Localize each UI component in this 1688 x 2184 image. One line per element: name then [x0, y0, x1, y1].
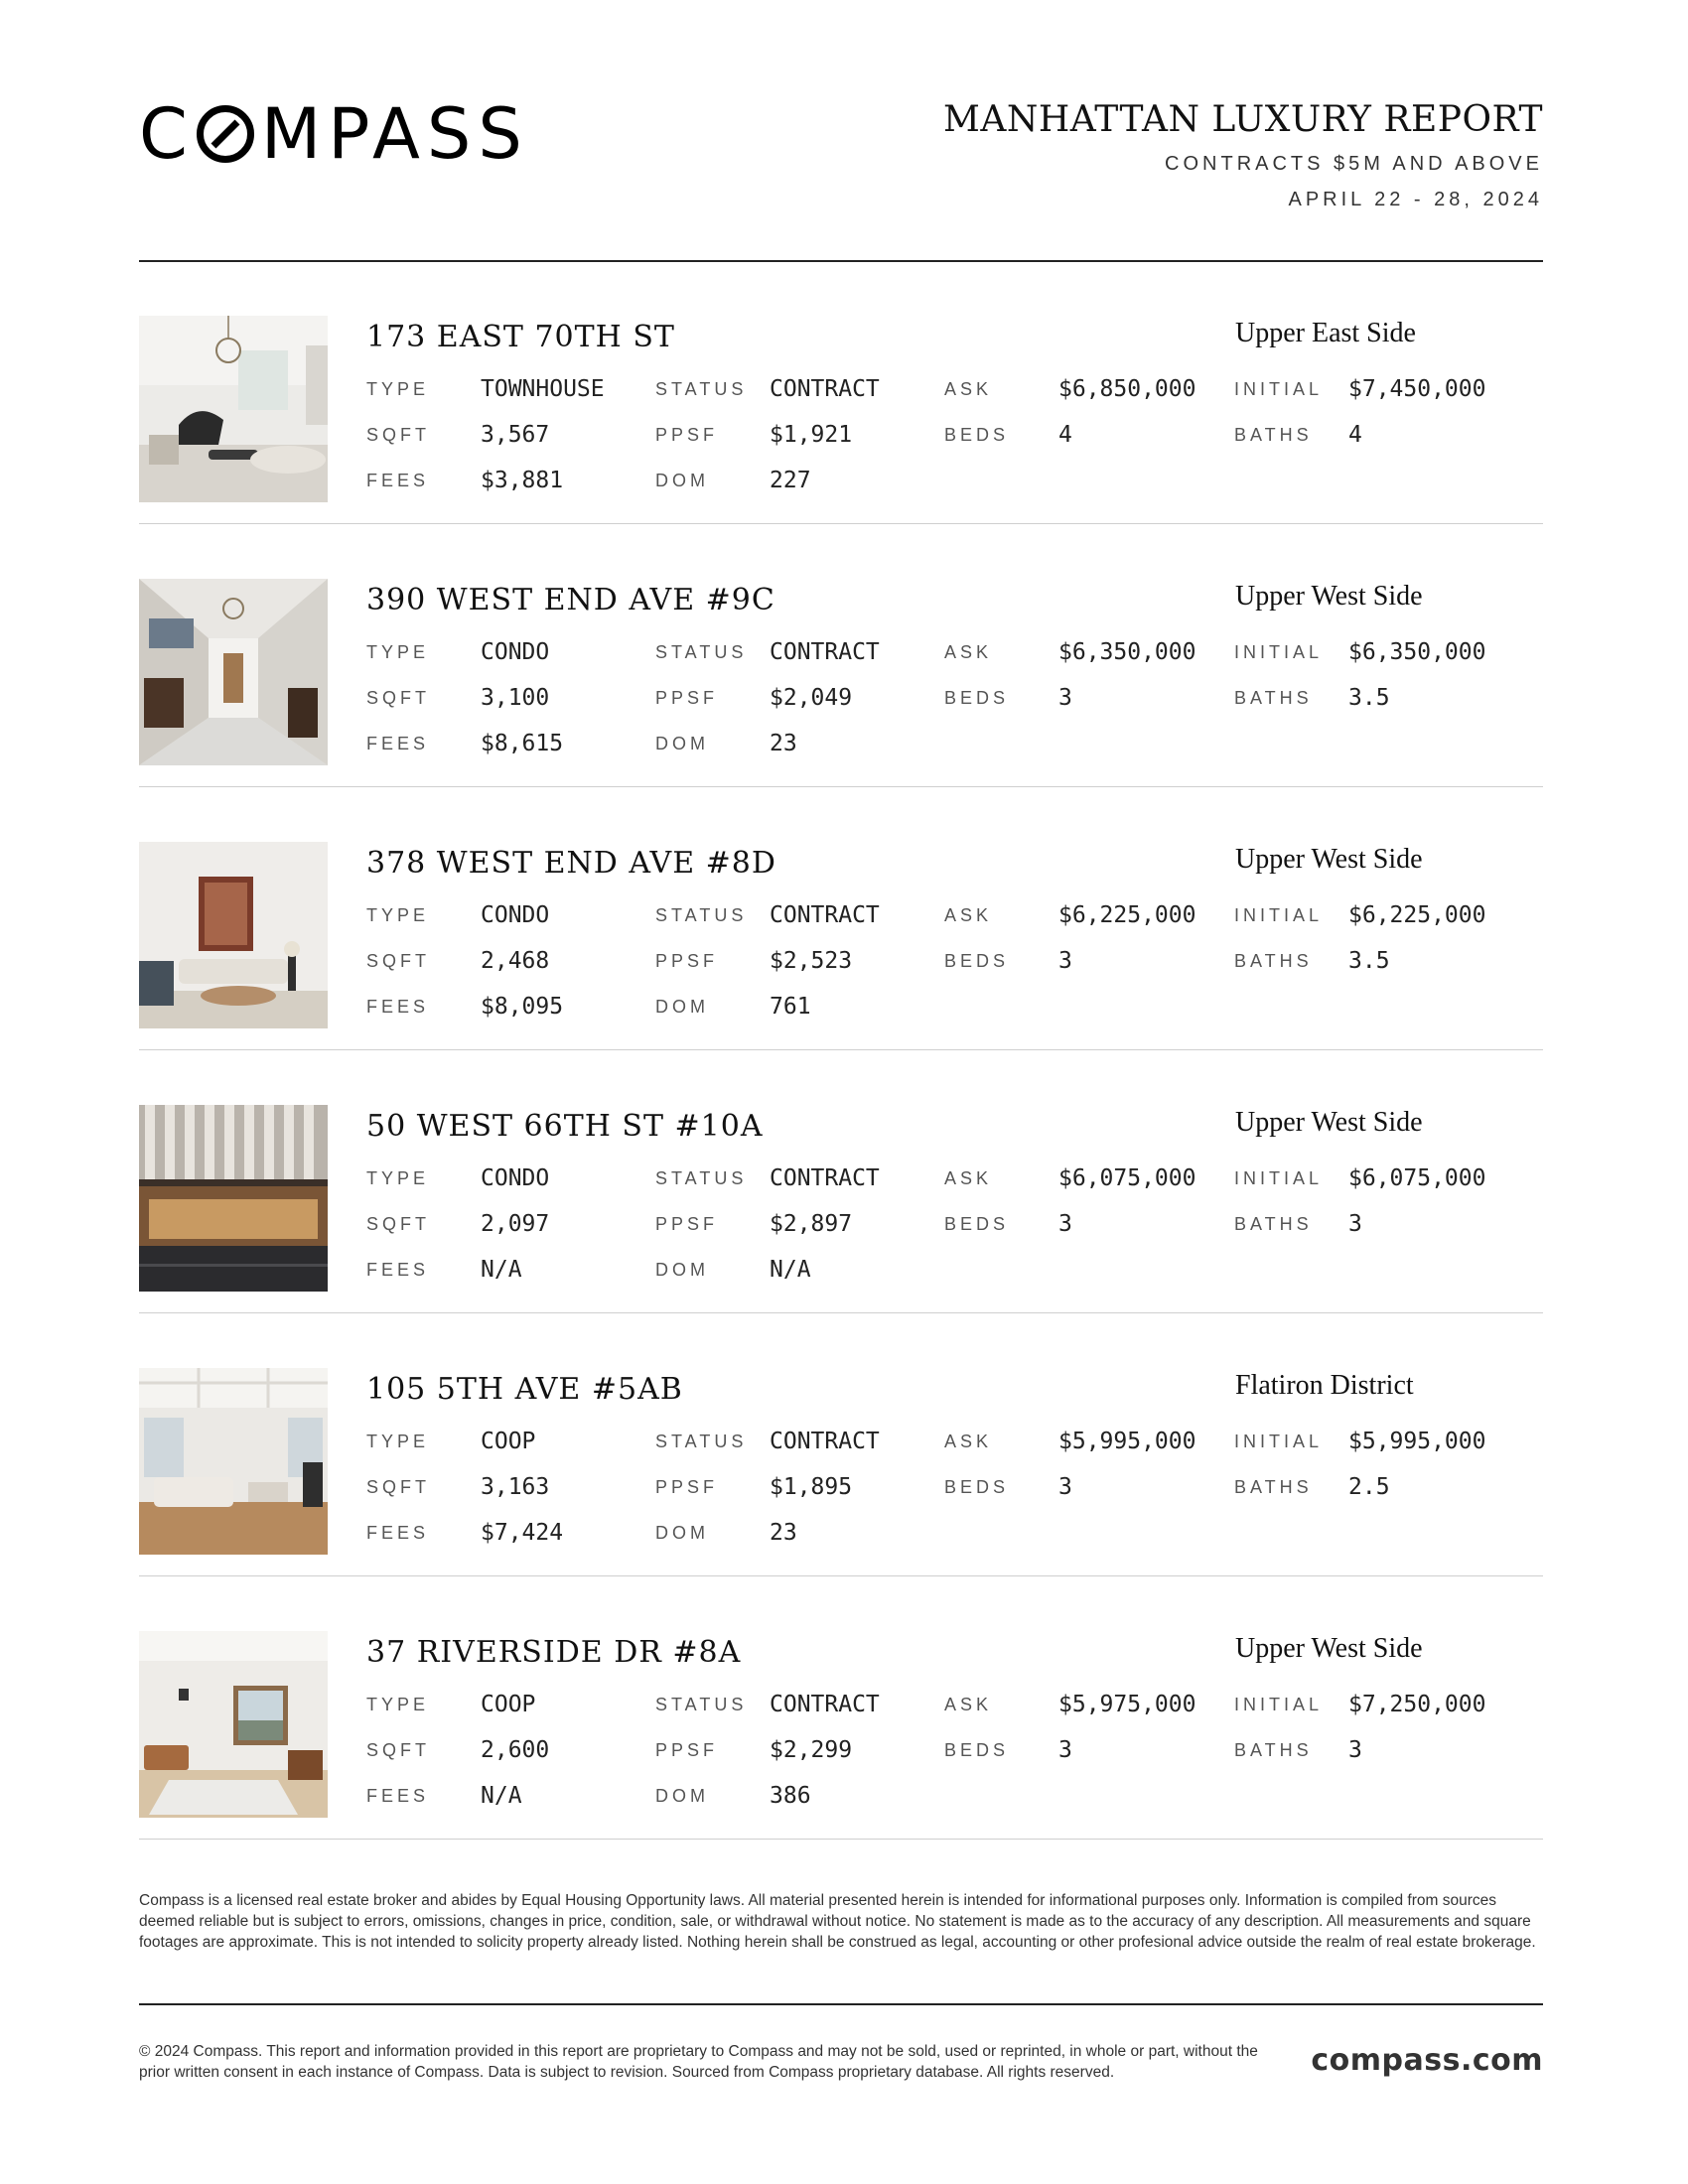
- sqft-value: 2,097: [481, 1211, 550, 1237]
- ppsf-label: PPSF: [655, 1214, 719, 1234]
- status-label: STATUS: [655, 905, 748, 925]
- row-divider: [139, 786, 1543, 787]
- row-divider: [139, 523, 1543, 524]
- type-label: TYPE: [366, 1168, 430, 1188]
- initial-label: INITIAL: [1234, 1432, 1324, 1451]
- compass-logo: C MPASS: [139, 93, 529, 175]
- report-title: MANHATTAN LUXURY REPORT: [942, 99, 1543, 140]
- listing-neighborhood: Upper East Side: [1235, 318, 1416, 348]
- fees-value: N/A: [481, 1783, 522, 1809]
- baths-label: BATHS: [1234, 1214, 1313, 1234]
- listing-row: [139, 525, 1543, 787]
- sqft-label: SQFT: [366, 1477, 430, 1497]
- listing-neighborhood: Upper West Side: [1235, 581, 1423, 612]
- initial-value: $5,995,000: [1348, 1429, 1486, 1454]
- type-value: COOP: [481, 1692, 536, 1717]
- ask-label: ASK: [944, 379, 993, 399]
- listing-photo: [139, 1631, 328, 1818]
- dom-value: 761: [770, 994, 811, 1020]
- initial-label: INITIAL: [1234, 1695, 1324, 1714]
- dom-value: 23: [770, 731, 797, 756]
- row-divider: [139, 1575, 1543, 1576]
- initial-label: INITIAL: [1234, 1168, 1324, 1188]
- fees-value: N/A: [481, 1257, 522, 1283]
- beds-label: BEDS: [944, 1214, 1010, 1234]
- type-label: TYPE: [366, 1432, 430, 1451]
- ask-value: $6,225,000: [1058, 902, 1196, 928]
- status-label: STATUS: [655, 1432, 748, 1451]
- ask-label: ASK: [944, 1432, 993, 1451]
- ask-label: ASK: [944, 642, 993, 662]
- baths-value: 3.5: [1348, 948, 1390, 974]
- type-value: COOP: [481, 1429, 536, 1454]
- sqft-label: SQFT: [366, 1214, 430, 1234]
- type-label: TYPE: [366, 642, 430, 662]
- baths-label: BATHS: [1234, 1740, 1313, 1760]
- baths-value: 3: [1348, 1737, 1362, 1763]
- sqft-label: SQFT: [366, 951, 430, 971]
- status-label: STATUS: [655, 1168, 748, 1188]
- fees-value: $8,095: [481, 994, 564, 1020]
- ppsf-label: PPSF: [655, 1477, 719, 1497]
- initial-label: INITIAL: [1234, 905, 1324, 925]
- sqft-label: SQFT: [366, 688, 430, 708]
- listing-photo: [139, 316, 328, 502]
- type-label: TYPE: [366, 905, 430, 925]
- fees-value: $7,424: [481, 1520, 564, 1546]
- listing-address: 173 EAST 70TH ST: [366, 320, 675, 354]
- ask-value: $6,350,000: [1058, 639, 1196, 665]
- ppsf-label: PPSF: [655, 1740, 719, 1760]
- fees-value: $8,615: [481, 731, 564, 756]
- ppsf-label: PPSF: [655, 425, 719, 445]
- initial-value: $7,450,000: [1348, 376, 1486, 402]
- beds-label: BEDS: [944, 1477, 1010, 1497]
- listing-photo: [139, 1105, 328, 1292]
- listing-address: 50 WEST 66TH ST #10A: [366, 1109, 764, 1144]
- ask-label: ASK: [944, 1695, 993, 1714]
- living-room-photo-icon: [139, 316, 328, 502]
- type-value: CONDO: [481, 902, 550, 928]
- initial-value: $6,075,000: [1348, 1165, 1486, 1191]
- listing-row: [139, 262, 1543, 524]
- ask-value: $5,975,000: [1058, 1692, 1196, 1717]
- listing-neighborhood: Flatiron District: [1235, 1370, 1414, 1401]
- fees-label: FEES: [366, 1523, 430, 1543]
- fees-value: $3,881: [481, 468, 564, 493]
- status-label: STATUS: [655, 379, 748, 399]
- status-value: CONTRACT: [770, 639, 880, 665]
- listing-row: [139, 1314, 1543, 1576]
- listing-row: [139, 1577, 1543, 1840]
- beds-value: 4: [1058, 422, 1072, 448]
- ppsf-label: PPSF: [655, 688, 719, 708]
- initial-value: $6,225,000: [1348, 902, 1486, 928]
- beds-label: BEDS: [944, 951, 1010, 971]
- initial-value: $6,350,000: [1348, 639, 1486, 665]
- listing-photo: [139, 842, 328, 1028]
- report-header: [139, 95, 1543, 214]
- sitting-room-photo-icon: [139, 842, 328, 1028]
- row-divider: [139, 1049, 1543, 1050]
- fees-label: FEES: [366, 471, 430, 490]
- status-label: STATUS: [655, 642, 748, 662]
- beds-label: BEDS: [944, 1740, 1010, 1760]
- status-value: CONTRACT: [770, 376, 880, 402]
- sqft-label: SQFT: [366, 1740, 430, 1760]
- dom-label: DOM: [655, 997, 709, 1017]
- beds-value: 3: [1058, 685, 1072, 711]
- status-label: STATUS: [655, 1695, 748, 1714]
- initial-value: $7,250,000: [1348, 1692, 1486, 1717]
- ppsf-value: $2,049: [770, 685, 853, 711]
- listing-neighborhood: Upper West Side: [1235, 844, 1423, 875]
- type-value: CONDO: [481, 1165, 550, 1191]
- listing-neighborhood: Upper West Side: [1235, 1633, 1423, 1664]
- beds-label: BEDS: [944, 425, 1010, 445]
- dom-label: DOM: [655, 1523, 709, 1543]
- dom-value: 386: [770, 1783, 811, 1809]
- listing-row: [139, 788, 1543, 1050]
- ask-value: $6,850,000: [1058, 376, 1196, 402]
- listing-address: 390 WEST END AVE #9C: [366, 583, 775, 617]
- ask-label: ASK: [944, 1168, 993, 1188]
- dom-label: DOM: [655, 734, 709, 753]
- dom-label: DOM: [655, 471, 709, 490]
- sqft-value: 3,567: [481, 422, 550, 448]
- sqft-label: SQFT: [366, 425, 430, 445]
- report-subtitle: CONTRACTS $5M AND ABOVE: [1165, 153, 1543, 175]
- dom-value: 23: [770, 1520, 797, 1546]
- sqft-value: 3,163: [481, 1474, 550, 1500]
- building-facade-photo-icon: [139, 1105, 328, 1292]
- baths-value: 2.5: [1348, 1474, 1390, 1500]
- ask-value: $5,995,000: [1058, 1429, 1196, 1454]
- initial-label: INITIAL: [1234, 642, 1324, 662]
- baths-label: BATHS: [1234, 425, 1313, 445]
- dom-value: 227: [770, 468, 811, 493]
- baths-label: BATHS: [1234, 951, 1313, 971]
- baths-value: 3: [1348, 1211, 1362, 1237]
- ppsf-label: PPSF: [655, 951, 719, 971]
- beds-value: 3: [1058, 948, 1072, 974]
- ppsf-value: $2,299: [770, 1737, 853, 1763]
- listing-row: [139, 1051, 1543, 1313]
- type-value: CONDO: [481, 639, 550, 665]
- status-value: CONTRACT: [770, 902, 880, 928]
- listing-address: 105 5TH AVE #5AB: [366, 1372, 683, 1407]
- listing-address: 378 WEST END AVE #8D: [366, 846, 776, 881]
- compass-o-icon: [197, 105, 254, 163]
- beds-label: BEDS: [944, 688, 1010, 708]
- baths-label: BATHS: [1234, 1477, 1313, 1497]
- fees-label: FEES: [366, 734, 430, 753]
- ppsf-value: $1,921: [770, 422, 853, 448]
- dom-label: DOM: [655, 1786, 709, 1806]
- status-value: CONTRACT: [770, 1692, 880, 1717]
- listing-address: 37 RIVERSIDE DR #8A: [366, 1635, 742, 1670]
- loft-living-room-photo-icon: [139, 1368, 328, 1555]
- beds-value: 3: [1058, 1737, 1072, 1763]
- row-divider: [139, 1839, 1543, 1840]
- type-label: TYPE: [366, 1695, 430, 1714]
- type-value: TOWNHOUSE: [481, 376, 605, 402]
- sqft-value: 2,468: [481, 948, 550, 974]
- status-value: CONTRACT: [770, 1165, 880, 1191]
- listing-photo: [139, 579, 328, 765]
- initial-label: INITIAL: [1234, 379, 1324, 399]
- listing-photo: [139, 1368, 328, 1555]
- baths-value: 3.5: [1348, 685, 1390, 711]
- copyright-notice: © 2024 Compass. This report and information provided in this report are proprietary to Compass and may not be sold, used or reprinted, in whole or part, without the prior written consent in each instance of Compass. Data is subject to revision. Sourced from Compass proprietary database. All rights reserved.: [139, 2043, 1258, 2081]
- fees-label: FEES: [366, 1260, 430, 1280]
- dom-label: DOM: [655, 1260, 709, 1280]
- status-value: CONTRACT: [770, 1429, 880, 1454]
- footer-divider: [139, 2003, 1543, 2005]
- dom-value: N/A: [770, 1257, 811, 1283]
- baths-value: 4: [1348, 422, 1362, 448]
- fees-label: FEES: [366, 1786, 430, 1806]
- row-divider: [139, 1312, 1543, 1313]
- ask-value: $6,075,000: [1058, 1165, 1196, 1191]
- baths-label: BATHS: [1234, 688, 1313, 708]
- sqft-value: 2,600: [481, 1737, 550, 1763]
- ask-label: ASK: [944, 905, 993, 925]
- ppsf-value: $2,897: [770, 1211, 853, 1237]
- hallway-photo-icon: [139, 579, 328, 765]
- type-label: TYPE: [366, 379, 430, 399]
- riverside-living-room-photo-icon: [139, 1631, 328, 1818]
- beds-value: 3: [1058, 1211, 1072, 1237]
- beds-value: 3: [1058, 1474, 1072, 1500]
- ppsf-value: $1,895: [770, 1474, 853, 1500]
- legal-disclaimer: Compass is a licensed real estate broker and abides by Equal Housing Opportunity laws. All material presented herein is intended for informational purposes only. Information is compiled from sources deemed reliable but is subject to errors, omissions, changes in price, condition, sale, or withdrawal without notice. No statement is made as to the accuracy of any description. All measurements and square footages are approximate. This is not intended to solicity property already listed. Nothing herein shall be construed as legal, accounting or other profesional advice outside the realm of real estate brokerage.: [139, 1892, 1536, 1951]
- ppsf-value: $2,523: [770, 948, 853, 974]
- sqft-value: 3,100: [481, 685, 550, 711]
- website-link[interactable]: compass.com: [1311, 2043, 1543, 2078]
- report-date-range: APRIL 22 - 28, 2024: [1288, 189, 1543, 210]
- fees-label: FEES: [366, 997, 430, 1017]
- listing-neighborhood: Upper West Side: [1235, 1107, 1423, 1138]
